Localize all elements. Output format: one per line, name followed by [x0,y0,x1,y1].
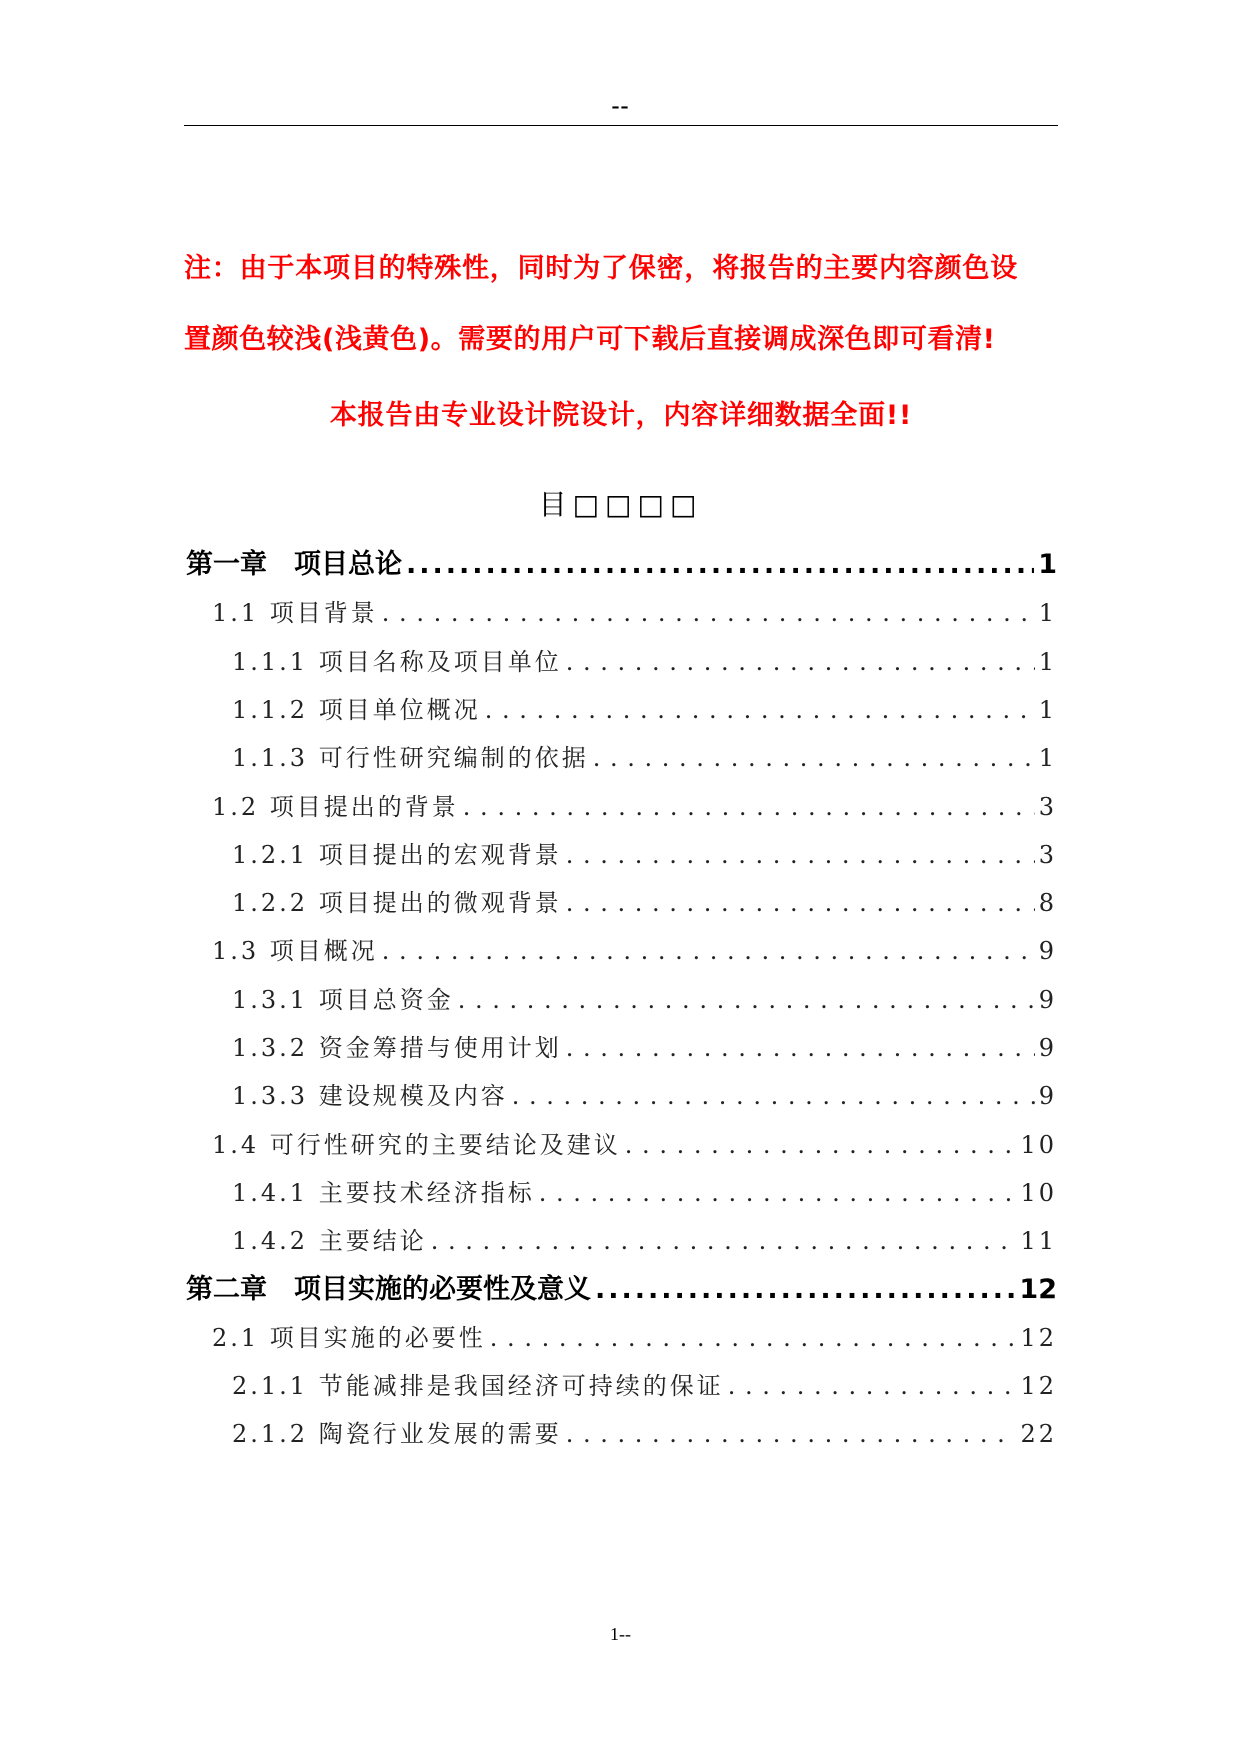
toc-section-entry[interactable] [232,741,1057,781]
toc-section-entry[interactable] [232,838,1057,878]
toc-entry-label: 1.4.1 主要技术经济指标 [232,1178,535,1207]
toc-section-entry[interactable] [232,1176,1057,1216]
toc-section-entry[interactable] [232,1079,1057,1119]
toc-dot-leader [431,1224,1017,1258]
toc-section-entry[interactable] [212,1128,1057,1168]
toc-section-entry[interactable] [232,645,1057,685]
toc-dot-leader [458,983,1035,1017]
toc-page-number: 11 [1020,1227,1057,1256]
toc-page-number: 1 [1038,744,1057,773]
toc-section-entry[interactable] [232,1031,1057,1071]
notice-line-3: 本报告由专业设计院设计，内容详细数据全面!! [329,400,913,431]
toc-page-number: 3 [1038,840,1057,869]
toc-entry-label: 2.1 项目实施的必要性 [212,1323,486,1352]
notice-line-1: 注：由于本项目的特殊性，同时为了保密，将报告的主要内容颜色设 [184,253,1018,284]
header-rule [184,125,1058,126]
toc-dot-leader [485,693,1035,727]
toc-page-number: 9 [1038,1082,1057,1111]
toc-page-number: 10 [1020,1130,1057,1159]
toc-page-number: 10 [1020,1178,1057,1207]
toc-entry-label: 第一章 项目总论 [186,549,402,580]
toc-dot-leader [728,1369,1017,1403]
toc-dot-leader [566,886,1035,920]
toc-entry-label: 1.3.1 项目总资金 [232,985,454,1014]
toc-entry-label: 1.2.1 项目提出的宏观背景 [232,840,562,869]
toc-page-number: 12 [1020,1323,1057,1352]
toc-section-entry[interactable] [212,790,1057,830]
toc-entry-label: 1.1 项目背景 [212,599,378,628]
toc-entry-label: 1.3 项目概况 [212,937,378,966]
toc-dot-leader [566,1417,1017,1451]
toc-dot-leader [595,1273,1015,1307]
toc-section-entry[interactable] [232,693,1057,733]
toc-dot-leader [406,548,1034,582]
toc-page-number: 9 [1038,1034,1057,1062]
toc-section-entry[interactable] [212,934,1057,974]
toc-entry-label: 1.1.2 项目单位概况 [232,695,481,724]
toc-entry-label: 1.1.3 可行性研究编制的依据 [232,744,589,773]
toc-title: 目□□□□ [538,488,703,521]
toc-dot-leader [593,741,1035,775]
page-footer-number: 1-- [610,1624,631,1644]
toc-dot-leader [566,645,1035,679]
toc-page-number: 9 [1038,985,1057,1014]
toc-dot-leader [566,838,1035,872]
toc-entry-label: 1.2.2 项目提出的微观背景 [232,889,562,918]
toc-page-number: 1 [1038,695,1057,724]
toc-page-number: 1 [1038,599,1057,628]
toc-dot-leader [382,596,1035,630]
toc-dot-leader [539,1176,1017,1210]
toc-dot-leader [566,1031,1035,1065]
toc-page-number: 8 [1038,889,1057,918]
toc-section-entry[interactable] [232,1369,1057,1409]
toc-chapter-entry[interactable] [186,1273,1057,1313]
toc-dot-leader [463,790,1035,824]
toc-section-entry[interactable] [232,886,1057,926]
toc-entry-label: 1.4 可行性研究的主要结论及建议 [212,1130,621,1159]
toc-page-number: 1 [1038,549,1057,580]
toc-entry-label: 1.3.2 资金筹措与使用计划 [232,1034,562,1062]
toc-entry-label: 2.1.1 节能减排是我国经济可持续的保证 [232,1372,724,1401]
toc-entry-label: 第二章 项目实施的必要性及意义 [186,1273,591,1305]
notice-line-2: 置颜色较浅(浅黄色)。需要的用户可下载后直接调成深色即可看清! [184,324,996,355]
toc-dot-leader [625,1128,1017,1162]
toc-entry-label: 2.1.2 陶瓷行业发展的需要 [232,1420,562,1449]
toc-dot-leader [512,1079,1035,1113]
toc-section-entry[interactable] [232,983,1057,1023]
toc-page-number: 3 [1038,792,1057,821]
toc-section-entry[interactable] [232,1224,1057,1264]
toc-entry-label: 1.3.3 建设规模及内容 [232,1082,508,1111]
toc-page-number: 22 [1020,1420,1057,1449]
toc-section-entry[interactable] [232,1417,1057,1457]
toc-section-entry[interactable] [212,596,1057,636]
toc-page-number: 9 [1038,937,1057,966]
toc-entry-label: 1.4.2 主要结论 [232,1227,427,1256]
page-header-mark: -- [611,93,630,119]
toc-page-number: 1 [1038,647,1057,676]
toc-entry-label: 1.1.1 项目名称及项目单位 [232,647,562,676]
toc-entry-label: 1.2 项目提出的背景 [212,792,459,821]
toc-dot-leader [490,1321,1017,1355]
toc-section-entry[interactable] [212,1321,1057,1361]
toc-page-number: 12 [1019,1273,1057,1305]
toc-dot-leader [382,934,1035,968]
toc-chapter-entry[interactable] [186,548,1057,588]
toc-page-number: 12 [1020,1372,1057,1401]
